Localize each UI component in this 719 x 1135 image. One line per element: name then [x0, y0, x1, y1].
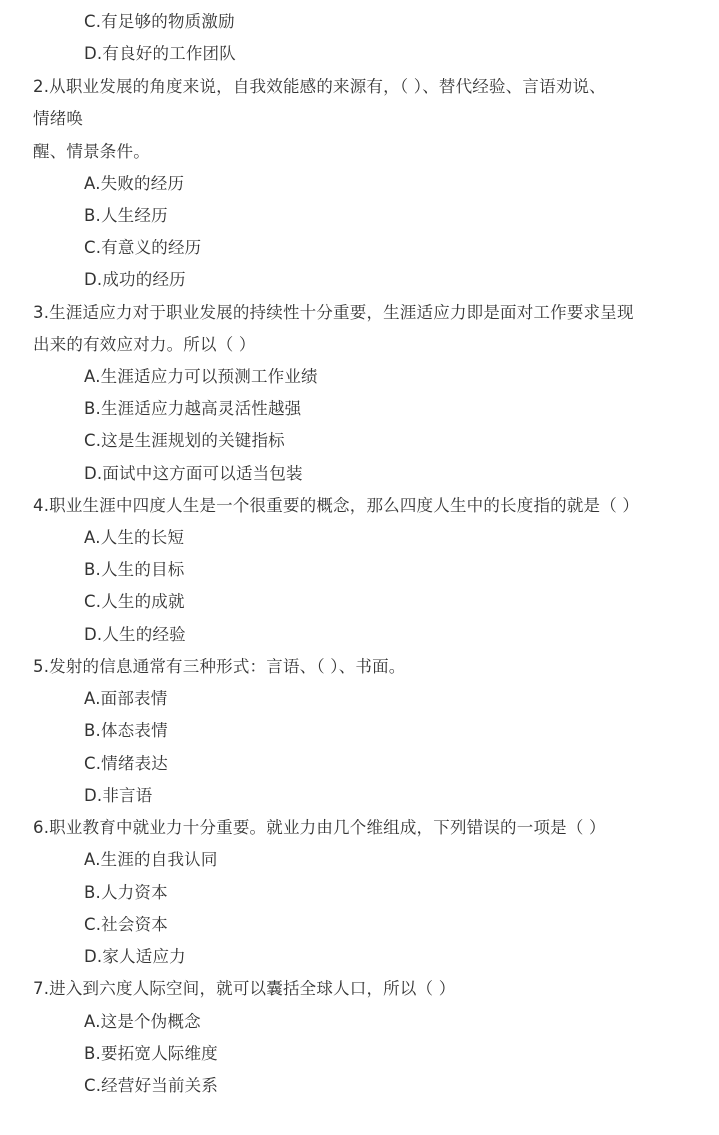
option-line: B.体态表情 [84, 721, 168, 740]
option-line: A.这是个伪概念 [84, 1012, 201, 1031]
question-line: 出来的有效应对力。所以（ ） [33, 335, 256, 354]
option-line: C.这是生涯规划的关键指标 [84, 431, 285, 450]
option-line: C.情绪表达 [84, 754, 168, 773]
option-line: D.非言语 [84, 786, 153, 805]
question-line: 7.进入到六度人际空间，就可以囊括全球人口，所以（ ） [33, 979, 456, 998]
question-line: 2.从职业发展的角度来说，自我效能感的来源有，（ ）、替代经验、言语劝说、 [33, 77, 606, 96]
option-line: C.经营好当前关系 [84, 1076, 219, 1095]
option-line: D.成功的经历 [84, 270, 186, 289]
option-line: A.失败的经历 [84, 174, 185, 193]
option-line: B.人生的目标 [84, 560, 185, 579]
question-line: 6.职业教育中就业力十分重要。就业力由几个维组成，下列错误的一项是（ ） [33, 818, 606, 837]
question-line: 3.生涯适应力对于职业发展的持续性十分重要，生涯适应力即是面对工作要求呈现 [33, 303, 634, 322]
option-line: D.面试中这方面可以适当包装 [84, 464, 303, 483]
option-line: B.人力资本 [84, 883, 168, 902]
option-line: D.人生的经验 [84, 625, 186, 644]
question-line: 5.发射的信息通常有三种形式：言语、（ ）、书面。 [33, 657, 406, 676]
option-line: C.社会资本 [84, 915, 168, 934]
option-line: C.有意义的经历 [84, 238, 202, 257]
option-line: B.要拓宽人际维度 [84, 1044, 218, 1063]
option-line: A.人生的长短 [84, 528, 185, 547]
option-line: B.生涯适应力越高灵活性越强 [84, 399, 302, 418]
option-line: D.有良好的工作团队 [84, 44, 236, 63]
option-line: A.面部表情 [84, 689, 168, 708]
question-line: 4.职业生涯中四度人生是一个很重要的概念，那么四度人生中的长度指的就是（ ） [33, 496, 640, 515]
option-line: A.生涯的自我认同 [84, 850, 218, 869]
option-line: B.人生经历 [84, 206, 168, 225]
option-line: C.人生的成就 [84, 592, 185, 611]
option-line: C.有足够的物质激励 [84, 12, 235, 31]
question-line: 情绪唤 [33, 109, 84, 128]
question-line: 醒、情景条件。 [33, 142, 150, 161]
option-line: D.家人适应力 [84, 947, 186, 966]
option-line: A.生涯适应力可以预测工作业绩 [84, 367, 318, 386]
